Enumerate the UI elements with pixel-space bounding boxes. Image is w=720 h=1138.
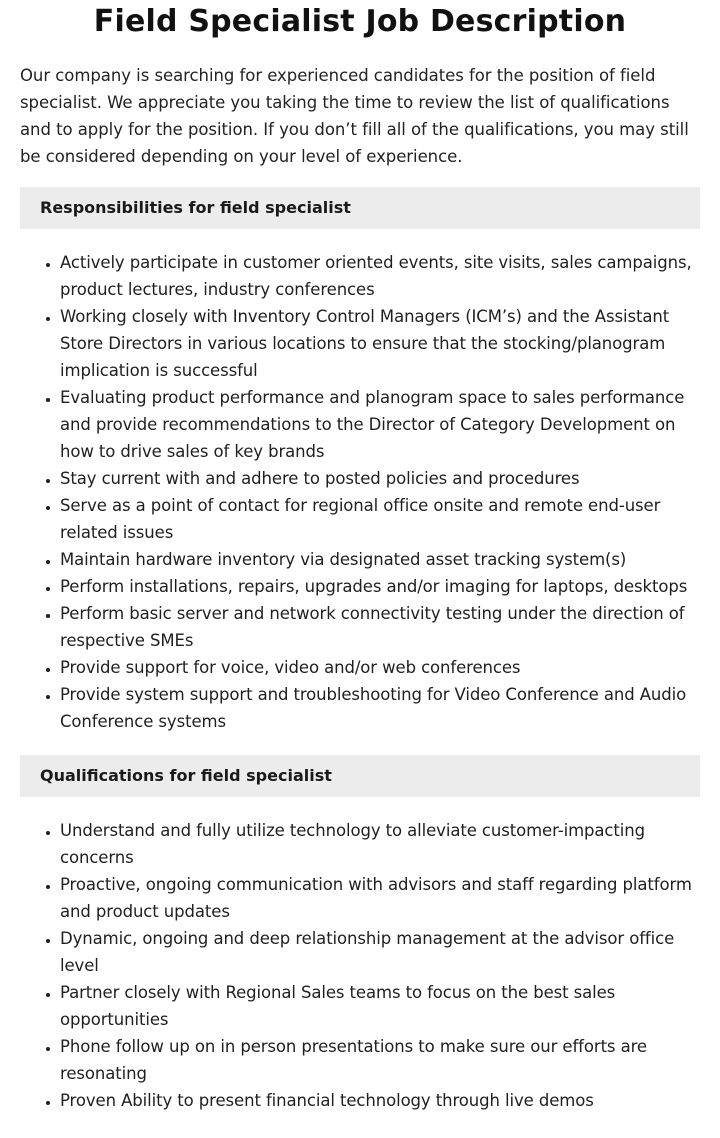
list-item: • Provide support for voice, video and/or web conferences bbox=[60, 654, 700, 681]
list-item: • Proactive, ongoing communication with advisors and staff regarding platform and product updates bbox=[60, 871, 700, 925]
responsibilities-list bbox=[20, 249, 700, 735]
list-item: • Evaluating product performance and planogram space to sales performance and provide recommendations to the Director of Category Development on how to drive sales of key brands bbox=[60, 384, 700, 465]
list-item: • Maintain hardware inventory via designated asset tracking system(s) bbox=[60, 546, 700, 573]
responsibilities-heading: Responsibilities for field specialist bbox=[20, 187, 700, 229]
list-item: • Perform installations, repairs, upgrades and/or imaging for laptops, desktops bbox=[60, 573, 700, 600]
list-item: • Phone follow up on in person presentations to make sure our efforts are resonating bbox=[60, 1033, 700, 1087]
list-item: • Stay current with and adhere to posted policies and procedures bbox=[60, 465, 700, 492]
intro-paragraph: Our company is searching for experienced candidates for the position of field specialist. We appreciate you taking the time to review the list of qualifications and to apply for the position. If you don’t fill all of the qualifications, you may still be considered depending on your level of experience. bbox=[20, 66, 689, 166]
list-item: • Understand and fully utilize technology to alleviate customer-impacting concerns bbox=[60, 817, 700, 871]
list-item: • Serve as a point of contact for regional office onsite and remote end-user related issues bbox=[60, 492, 700, 546]
list-item: • Actively participate in customer oriented events, site visits, sales campaigns, product lectures, industry conferences bbox=[60, 249, 700, 303]
qualifications-heading: Qualifications for field specialist bbox=[20, 755, 700, 797]
list-item: • Working closely with Inventory Control Managers (ICM’s) and the Assistant Store Directors in various locations to ensure that the stocking/planogram implication is successful bbox=[60, 303, 700, 384]
list-item: • Perform basic server and network connectivity testing under the direction of respective SMEs bbox=[60, 600, 700, 654]
list-item: • Partner closely with Regional Sales teams to focus on the best sales opportunities bbox=[60, 979, 700, 1033]
page-title: Field Specialist Job Description bbox=[93, 4, 627, 39]
list-item: • Provide system support and troubleshooting for Video Conference and Audio Conference systems bbox=[60, 681, 700, 735]
list-item: • Proven Ability to present financial technology through live demos bbox=[60, 1087, 700, 1114]
list-item: • Dynamic, ongoing and deep relationship management at the advisor office level bbox=[60, 925, 700, 979]
qualifications-list bbox=[20, 817, 700, 1114]
